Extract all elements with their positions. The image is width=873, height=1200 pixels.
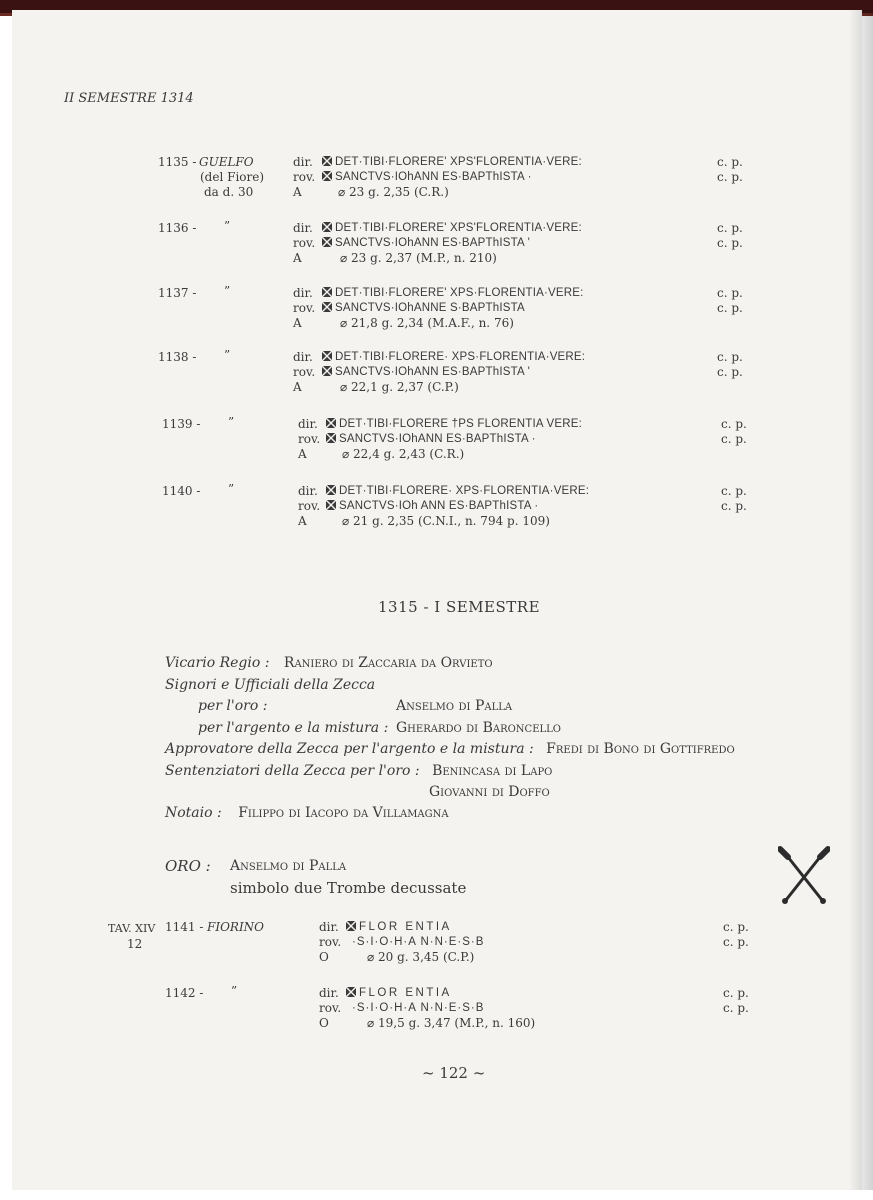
- obverse-legend: DET·TIBI·FLORERE' XPS·FLORENTIA·VERE:: [322, 286, 584, 300]
- citation: c. p.: [717, 155, 743, 169]
- citation: c. p.: [717, 236, 743, 250]
- reverse-label: rov.: [298, 499, 321, 513]
- citation: c. p.: [717, 221, 743, 235]
- obverse-legend: DET·TIBI·FLORERE· XPS·FLORENTIA·VERE:: [326, 484, 589, 498]
- ditto-mark: ”: [228, 415, 235, 429]
- cross-mark-icon: [322, 237, 332, 247]
- entry-number: 1138 -: [158, 350, 197, 364]
- obverse-label: dir.: [319, 986, 339, 1000]
- obverse-legend: DET·TIBI·FLORERE· XPS·FLORENTIA·VERE:: [322, 350, 585, 364]
- official-role: per l'oro :: [198, 698, 268, 714]
- citation: c. p.: [721, 417, 747, 431]
- section-heading: 1315 - I SEMESTRE: [378, 598, 541, 616]
- cross-mark-icon: [322, 222, 332, 232]
- reverse-legend: SANCTVS·IOhANN ES·BAPThISTA ·: [322, 170, 532, 184]
- metal-code: A: [293, 380, 302, 394]
- reverse-legend: SANCTVS·IOhANN ES·BAPThISTA ': [322, 236, 530, 250]
- entry-number: 1141 -: [165, 920, 204, 934]
- cross-mark-icon: [326, 433, 336, 443]
- coin-measurements: ⌀ 23 g. 2,35 (C.R.): [338, 185, 449, 199]
- official-name: Filippo di Iacopo da Villamagna: [238, 805, 449, 821]
- reverse-legend: ·S·I·O·H·A N·N·E·S·B: [352, 1002, 485, 1014]
- crossed-trumpets-icon: [778, 846, 830, 906]
- reverse-label: rov.: [319, 1001, 342, 1015]
- cross-mark-icon: [322, 287, 332, 297]
- entry-number: 1136 -: [158, 221, 197, 235]
- citation: c. p.: [723, 935, 749, 949]
- citation: c. p.: [717, 170, 743, 184]
- cross-mark-icon: [322, 351, 332, 361]
- official-name: Benincasa di Lapo: [432, 763, 553, 779]
- cross-mark-icon: [322, 366, 332, 376]
- reverse-label: rov.: [293, 301, 316, 315]
- ditto-mark: ”: [224, 348, 231, 362]
- ditto-mark: ”: [228, 482, 235, 496]
- official-role: per l'argento e la mistura :: [198, 720, 389, 736]
- coin-measurements: ⌀ 20 g. 3,45 (C.P.): [367, 950, 475, 964]
- citation: c. p.: [721, 499, 747, 513]
- citation: c. p.: [723, 920, 749, 934]
- cross-mark-icon: [346, 921, 356, 931]
- cross-mark-icon: [326, 485, 336, 495]
- citation: c. p.: [723, 986, 749, 1000]
- cross-mark-icon: [326, 418, 336, 428]
- official-row: [165, 763, 552, 779]
- official-role: Sentenziatori della Zecca per l'oro :: [165, 763, 420, 779]
- coin-name: FIORINO: [207, 920, 265, 934]
- plate-reference: TAV. XIV: [108, 922, 156, 935]
- citation: c. p.: [721, 484, 747, 498]
- obverse-label: dir.: [293, 350, 313, 364]
- official-role: Approvatore della Zecca per l'argento e la mistura :: [165, 741, 534, 757]
- cross-mark-icon: [346, 987, 356, 997]
- coin-measurements: ⌀ 22,4 g. 2,43 (C.R.): [342, 447, 465, 461]
- coin-measurements: ⌀ 21,8 g. 2,34 (M.A.F., n. 76): [340, 316, 514, 330]
- metal-code: O: [319, 950, 329, 964]
- official-name: Gherardo di Baroncello: [396, 720, 561, 736]
- ditto-mark: ”: [224, 219, 231, 233]
- official-name: Fredi di Bono di Gottifredo: [546, 741, 735, 757]
- reverse-label: rov.: [319, 935, 342, 949]
- reverse-legend: ·S·I·O·H·A N·N·E·S·B: [352, 936, 485, 948]
- entry-number: 1142 -: [165, 986, 204, 1000]
- reverse-legend: SANCTVS·IOhANN ES·BAPThISTA ·: [326, 432, 536, 446]
- cross-mark-icon: [322, 156, 332, 166]
- official-row: [165, 741, 735, 757]
- coin-measurements: ⌀ 21 g. 2,35 (C.N.I., n. 794 p. 109): [342, 514, 550, 528]
- coin-measurements: ⌀ 22,1 g. 2,37 (C.P.): [340, 380, 459, 394]
- running-head: [64, 92, 194, 106]
- obverse-legend: FLOR ENTIA: [346, 986, 452, 1000]
- official-name: Anselmo di Palla: [396, 698, 513, 714]
- ditto-mark: ”: [231, 984, 238, 998]
- page-number: ~ 122 ~: [422, 1064, 486, 1082]
- page-gutter-shadow: [849, 10, 873, 1190]
- metal-code: A: [293, 251, 302, 265]
- obverse-label: dir.: [319, 920, 339, 934]
- cross-mark-icon: [326, 500, 336, 510]
- obverse-legend: FLOR ENTIA: [346, 920, 452, 934]
- reverse-legend: SANCTVS·IOhANN ES·BAPThISTA ': [322, 365, 530, 379]
- official-role: Notaio :: [165, 805, 222, 821]
- obverse-legend: DET·TIBI·FLORERE †PS FLORENTIA VERE:: [326, 417, 582, 431]
- metal-code: A: [298, 447, 307, 461]
- mint-symbol-description: simbolo due Trombe decussate: [230, 879, 467, 897]
- coin-name-note: (del Fiore): [200, 170, 265, 184]
- entry-number: 1135 -: [158, 155, 197, 169]
- running-head-text: II SEMESTRE 1314: [64, 91, 194, 106]
- citation: c. p.: [717, 286, 743, 300]
- oro-label: ORO :: [165, 857, 211, 875]
- cross-mark-icon: [322, 171, 332, 181]
- plate-figure-number: 12: [127, 937, 143, 951]
- obverse-label: dir.: [293, 286, 313, 300]
- citation: c. p.: [721, 432, 747, 446]
- entry-number: 1137 -: [158, 286, 197, 300]
- metal-code: A: [293, 185, 302, 199]
- reverse-legend: SANCTVS·IOhANNE S·BAPThISTA: [322, 301, 525, 315]
- official-row: [165, 805, 449, 821]
- cross-mark-icon: [322, 302, 332, 312]
- entry-number: 1140 -: [162, 484, 201, 498]
- oro-master-name: Anselmo di Palla: [230, 858, 347, 874]
- citation: c. p.: [717, 365, 743, 379]
- ditto-mark: ”: [224, 284, 231, 298]
- metal-code: A: [298, 514, 307, 528]
- entry-number: 1139 -: [162, 417, 201, 431]
- official-role: Signori e Ufficiali della Zecca: [165, 677, 376, 693]
- citation: c. p.: [717, 350, 743, 364]
- coin-name: GUELFO: [199, 155, 254, 169]
- obverse-label: dir.: [298, 417, 318, 431]
- obverse-label: dir.: [293, 155, 313, 169]
- official-name: Giovanni di Doffo: [429, 784, 550, 800]
- reverse-legend: SANCTVS·IOh ANN ES·BAPThISTA ·: [326, 499, 538, 513]
- reverse-label: rov.: [293, 365, 316, 379]
- obverse-legend: DET·TIBI·FLORERE' XPS'FLORENTIA·VERE:: [322, 221, 582, 235]
- citation: c. p.: [723, 1001, 749, 1015]
- obverse-legend: DET·TIBI·FLORERE' XPS'FLORENTIA·VERE:: [322, 155, 582, 169]
- official-name: Raniero di Zaccaria da Orvieto: [283, 655, 493, 671]
- coin-measurements: ⌀ 23 g. 2,37 (M.P., n. 210): [340, 251, 497, 265]
- metal-code: A: [293, 316, 302, 330]
- official-role: Vicario Regio :: [165, 655, 270, 671]
- obverse-label: dir.: [293, 221, 313, 235]
- reverse-label: rov.: [293, 170, 316, 184]
- official-row: [165, 655, 493, 671]
- citation: c. p.: [717, 301, 743, 315]
- reverse-label: rov.: [293, 236, 316, 250]
- coin-name-note: da d. 30: [204, 185, 254, 199]
- coin-measurements: ⌀ 19,5 g. 3,47 (M.P., n. 160): [367, 1016, 536, 1030]
- reverse-label: rov.: [298, 432, 321, 446]
- obverse-label: dir.: [298, 484, 318, 498]
- metal-code: O: [319, 1016, 329, 1030]
